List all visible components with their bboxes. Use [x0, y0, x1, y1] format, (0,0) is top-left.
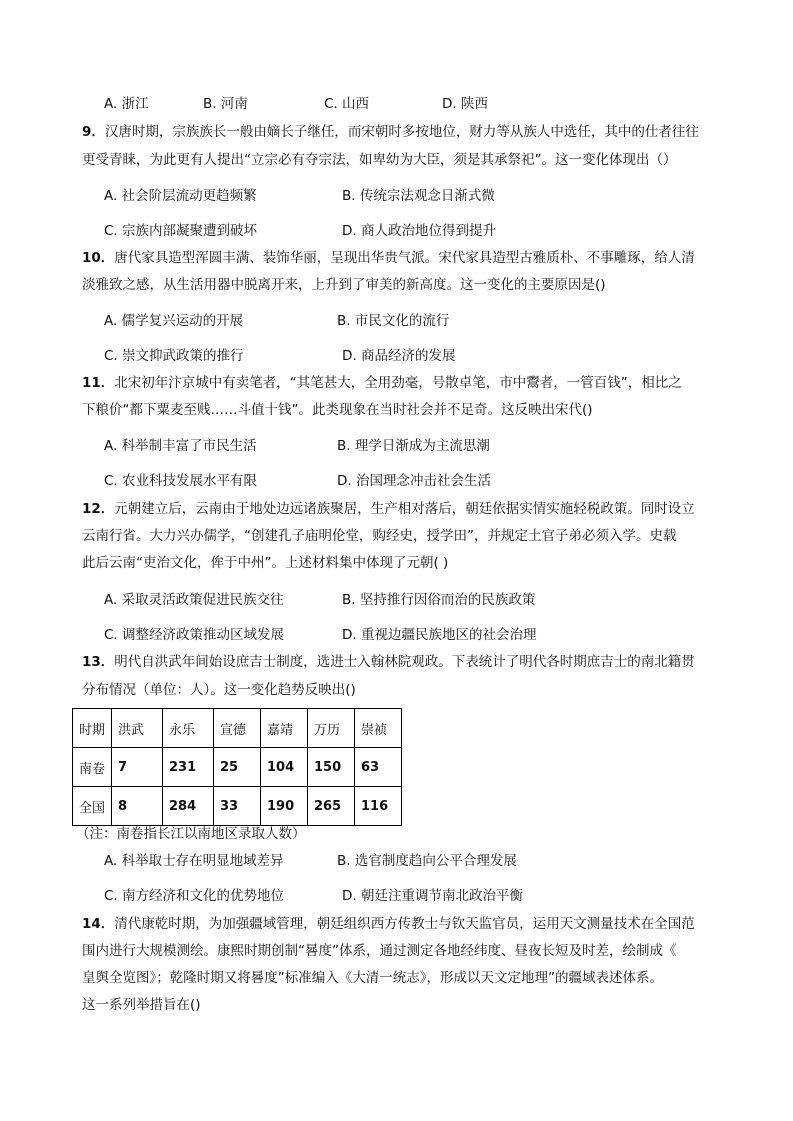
question-12-line-3: 此后云南“吏治文化，侔于中州”。上述材料集中体现了元朝( ) — [82, 555, 449, 571]
question-text: 明代自洪武年间始设庶吉士制度，选进士入翰林院观政。下表统计了明代各时期庶吉士的南北籍贯 — [114, 654, 695, 670]
table-cell: 116 — [355, 787, 402, 826]
option-d[interactable]: D. 商人政治地位得到提升 — [342, 223, 496, 239]
table-cell: 284 — [163, 787, 214, 826]
question-text: 唐代家具造型浑圆丰满、装饰华丽，呈现出华贵气派。宋代家具造型古雅质朴、不事雕琢，给人清 — [114, 250, 695, 266]
question-13-line-1 — [82, 652, 725, 672]
table-cell: 7 — [112, 748, 163, 787]
table-header-row — [73, 709, 402, 748]
table-header-cell: 嘉靖 — [261, 709, 308, 748]
option-a[interactable]: A. 社会阶层流动更趋频繁 — [104, 188, 257, 204]
table-cell: 25 — [214, 748, 261, 787]
table-cell: 8 — [112, 787, 163, 826]
table-cell: 33 — [214, 787, 261, 826]
table-header-cell: 宣德 — [214, 709, 261, 748]
question-text: 清代康乾时期，为加强疆域管理，朝廷组织西方传教士与钦天监官员，运用天文测量技术在全国范 — [114, 916, 695, 932]
table-cell: 231 — [163, 748, 214, 787]
question-text: 元朝建立后，云南由于地处边远诸族聚居，生产相对落后，朝廷依据实情实施轻税政策。同时设立 — [114, 501, 695, 517]
question-10-line-1 — [82, 248, 725, 268]
question-11-line-2: 下粮价“都下粟麦至贱……斗值十钱”。此类现象在当时社会并不足奇。这反映出宋代() — [82, 402, 593, 418]
option-a[interactable]: A. 儒学复兴运动的开展 — [104, 313, 244, 329]
table-header-cell: 时期 — [73, 709, 112, 748]
option-c[interactable]: C. 调整经济政策推动区域发展 — [104, 627, 285, 643]
option-c[interactable]: C. 山西 — [324, 96, 370, 112]
question-text: 汉唐时期，宗族族长一般由嫡长子继任，而宋朝时多按地位，财力等从族人中选任，其中的仕者往往 — [104, 124, 699, 140]
question-11-line-1 — [82, 373, 725, 393]
question-number: 9． — [82, 124, 105, 140]
option-c[interactable]: C. 农业科技发展水平有限 — [104, 473, 258, 489]
question-text: 北宋初年汴京城中有卖笔者，“其笔甚大，全用劲毫，号散卓笔，市中鬻者，一管百钱”，相比之 — [114, 375, 682, 391]
table-row-label: 全国 — [73, 787, 112, 826]
option-a[interactable]: A. 科举制丰富了市民生活 — [104, 438, 257, 454]
question-14-line-2: 围内进行大规模测绘。康熙时期创制“晷度”体系，通过测定各地经纬度、昼夜长短及时差，绘制成《 — [82, 943, 677, 959]
option-b[interactable]: B. 理学日渐成为主流思潮 — [337, 438, 490, 454]
option-a[interactable]: A. 浙江 — [104, 96, 149, 112]
option-d[interactable]: D. 重视边疆民族地区的社会治理 — [342, 627, 537, 643]
table-header-cell: 永乐 — [163, 709, 214, 748]
option-b[interactable]: B. 市民文化的流行 — [337, 313, 450, 329]
option-d[interactable]: D. 治国理念冲击社会生活 — [337, 473, 491, 489]
question-12-line-2: 云南行省。大力兴办儒学，“创建孔子庙明伦堂，购经史，授学田”，并规定土官子弟必须入学。史载 — [82, 528, 677, 544]
option-c[interactable]: C. 崇文抑武政策的推行 — [104, 348, 244, 364]
option-b[interactable]: B. 选官制度趋向公平合理发展 — [337, 853, 517, 869]
question-number: 14． — [82, 916, 115, 932]
table-header-cell: 崇祯 — [355, 709, 402, 748]
option-c[interactable]: C. 南方经济和文化的优势地位 — [104, 888, 285, 904]
table-row-label: 南卷 — [73, 748, 112, 787]
table-cell: 150 — [308, 748, 355, 787]
table-header-cell: 洪武 — [112, 709, 163, 748]
jinshi-distribution-table — [72, 708, 402, 826]
table-cell: 104 — [261, 748, 308, 787]
question-14-line-3: 皇舆全览图》；乾隆时期又将晷度”标准编入《大清一统志》，形成以天文定地理”的疆域表述体系。 — [82, 970, 663, 986]
option-d[interactable]: D. 朝廷注重调节南北政治平衡 — [342, 888, 523, 904]
question-9-line-2: 更受青睐，为此更有人提出“立宗必有夺宗法，如卑幼为大臣，须是其承祭祀”。这一变化体现出（） — [82, 152, 677, 168]
question-14-line-4: 这一系列举措旨在() — [82, 997, 201, 1013]
option-b[interactable]: B. 坚持推行因俗而治的民族政策 — [342, 592, 536, 608]
option-a[interactable]: A. 采取灵活政策促进民族交往 — [104, 592, 284, 608]
question-10-line-2: 淡雅致之感，从生活用器中脱离开来，上升到了审美的新高度。这一变化的主要原因是() — [82, 277, 606, 293]
option-c[interactable]: C. 宗族内部凝聚遭到破坏 — [104, 223, 258, 239]
table-cell: 265 — [308, 787, 355, 826]
table-cell: 63 — [355, 748, 402, 787]
option-b[interactable]: B. 河南 — [203, 96, 248, 112]
question-number: 11． — [82, 375, 115, 391]
table-row — [73, 787, 402, 826]
option-b[interactable]: B. 传统宗法观念日渐式微 — [342, 188, 495, 204]
table-cell: 190 — [261, 787, 308, 826]
question-14-line-1 — [82, 914, 725, 934]
option-d[interactable]: D. 商品经济的发展 — [342, 348, 456, 364]
question-12-line-1 — [82, 499, 725, 519]
question-number: 10． — [82, 250, 115, 266]
table-row — [73, 748, 402, 787]
table-note: （注：南卷指长江以南地区录取人数） — [76, 826, 306, 842]
table-header-cell: 万历 — [308, 709, 355, 748]
option-d[interactable]: D. 陕西 — [442, 96, 488, 112]
question-number: 12． — [82, 501, 115, 517]
question-number: 13． — [82, 654, 115, 670]
option-a[interactable]: A. 科举取士存在明显地域差异 — [104, 853, 284, 869]
question-13-line-2: 分布情况（单位：人）。这一变化趋势反映出() — [82, 682, 356, 698]
question-9-line-1 — [82, 122, 725, 142]
